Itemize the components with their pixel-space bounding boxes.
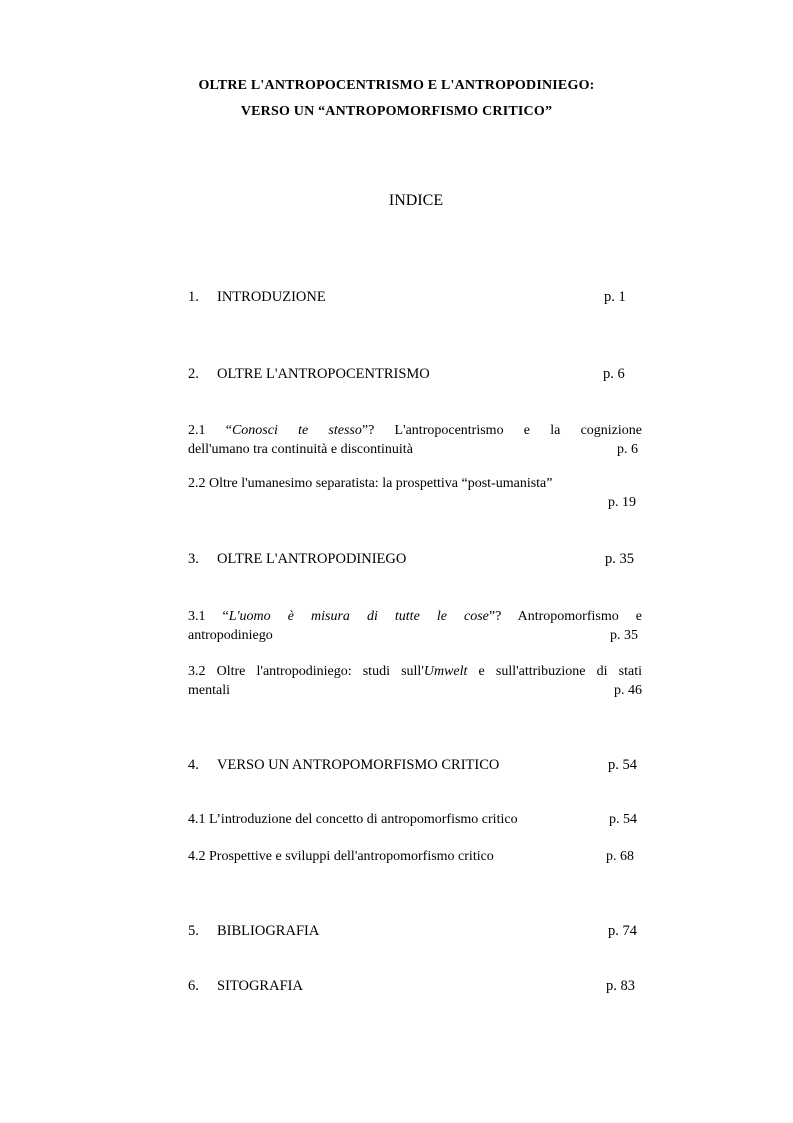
toc-entry-2-1-continuation: dell'umano tra continuità e discontinuità bbox=[188, 442, 413, 457]
toc-entry-4-1-page: p. 54 bbox=[609, 812, 637, 827]
toc-entry-3-1-page: p. 35 bbox=[610, 628, 638, 643]
toc-entry-2-1-line-2 bbox=[188, 440, 642, 459]
toc-entry-2-1-rest: ”? L'antropocentrismo e la cognizione bbox=[361, 423, 642, 438]
toc-entry-2-label: OLTRE L'ANTROPOCENTRISMO bbox=[217, 366, 430, 382]
toc-entry-3-2-line-2 bbox=[188, 681, 642, 700]
toc-entry-3-2 bbox=[188, 662, 642, 700]
toc-entry-4-1-label: 4.1 L’introduzione del concetto di antropomorfismo critico bbox=[188, 812, 518, 827]
toc-entry-6-label: SITOGRAFIA bbox=[217, 978, 303, 994]
toc-entry-5-page: p. 74 bbox=[608, 923, 637, 939]
toc-entry-3-2-prefix: 3.2 Oltre l'antropodiniego: studi sull' bbox=[188, 664, 424, 679]
toc-entry-1-label: INTRODUZIONE bbox=[217, 289, 326, 305]
toc-entry-3-1 bbox=[188, 607, 642, 645]
toc-entry-3-number: 3. bbox=[188, 551, 199, 567]
toc-entry-6-number: 6. bbox=[188, 978, 199, 994]
toc-entry-3-1-rest: ”? Antropomorfismo e bbox=[488, 609, 642, 624]
index-heading: INDICE bbox=[388, 192, 444, 209]
toc-entry-5-label: BIBLIOGRAFIA bbox=[217, 923, 320, 939]
toc-entry-5-number: 5. bbox=[188, 923, 199, 939]
toc-entry-4-page: p. 54 bbox=[608, 757, 637, 773]
toc-entry-3-2-line-1 bbox=[188, 662, 642, 681]
toc-entry-3-2-continuation: mentali bbox=[188, 683, 230, 698]
document-title-line-2: VERSO UN “ANTROPOMORFISMO CRITICO” bbox=[240, 104, 553, 119]
toc-entry-3-1-italic-title: L'uomo è misura di tutte le cose bbox=[228, 609, 489, 624]
toc-entry-2-1 bbox=[188, 421, 642, 459]
toc-entry-3-2-rest: e sull'attribuzione di stati bbox=[467, 664, 642, 679]
toc-entry-3-1-line-2 bbox=[188, 626, 642, 645]
toc-entry-1-number: 1. bbox=[188, 289, 199, 305]
toc-entry-4-label: VERSO UN ANTROPOMORFISMO CRITICO bbox=[217, 757, 500, 773]
toc-entry-3-2-page: p. 46 bbox=[614, 683, 642, 698]
toc-entry-1-page: p. 1 bbox=[604, 289, 626, 305]
toc-entry-4-number: 4. bbox=[188, 757, 199, 773]
toc-entry-3-1-line-1 bbox=[188, 607, 642, 626]
toc-entry-3-1-prefix: 3.1 “ bbox=[188, 609, 229, 624]
toc-entry-2-1-prefix: 2.1 “ bbox=[188, 423, 232, 438]
toc-entry-2-2-page: p. 19 bbox=[608, 495, 636, 510]
toc-entry-2-page: p. 6 bbox=[603, 366, 625, 382]
toc-entry-3-2-italic-term: Umwelt bbox=[423, 664, 468, 679]
toc-entry-4-2-label: 4.2 Prospettive e sviluppi dell'antropomorfismo critico bbox=[188, 849, 494, 864]
toc-entry-2-1-line-1 bbox=[188, 421, 642, 440]
toc-entry-2-1-page: p. 6 bbox=[617, 442, 638, 457]
toc-entry-3-page: p. 35 bbox=[605, 551, 634, 567]
toc-entry-2-1-italic-title: Conosci te stesso bbox=[231, 423, 362, 438]
toc-entry-2-2-label: 2.2 Oltre l'umanesimo separatista: la prospettiva “post-umanista” bbox=[188, 476, 553, 491]
toc-entry-4-2-page: p. 68 bbox=[606, 849, 634, 864]
toc-entry-6-page: p. 83 bbox=[606, 978, 635, 994]
toc-entry-3-label: OLTRE L'ANTROPODINIEGO bbox=[217, 551, 407, 567]
toc-entry-2-number: 2. bbox=[188, 366, 199, 382]
toc-entry-3-1-continuation: antropodiniego bbox=[188, 628, 273, 643]
document-title-line-1: OLTRE L'ANTROPOCENTRISMO E L'ANTROPODINIEGO: bbox=[198, 78, 595, 93]
